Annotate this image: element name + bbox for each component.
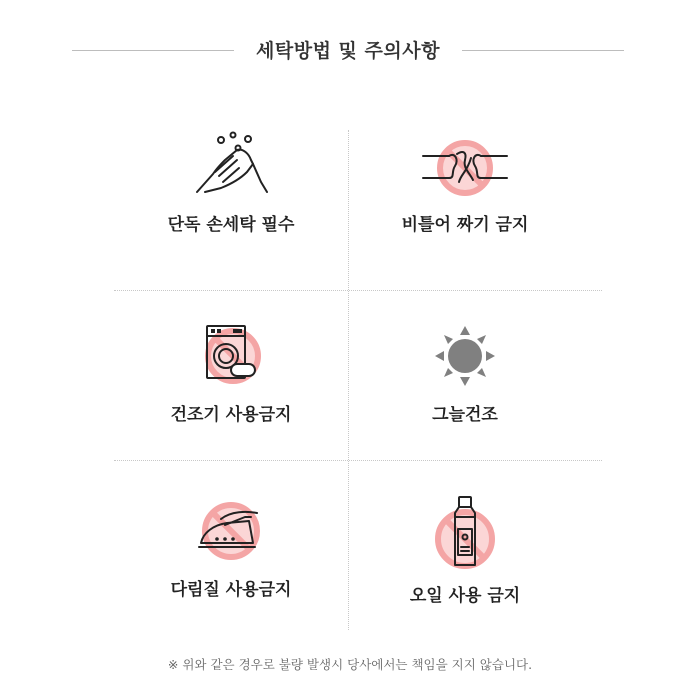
page-title: 세탁방법 및 주의사항 bbox=[256, 40, 440, 62]
header-divider-right bbox=[462, 50, 624, 51]
care-item-no-wring bbox=[348, 130, 582, 235]
shade-dry-icon bbox=[425, 320, 505, 390]
care-item-shade-dry bbox=[348, 320, 582, 425]
hand-wash-icon bbox=[191, 130, 271, 200]
care-item-label: 다림질 사용금지 bbox=[170, 580, 292, 600]
section-header bbox=[72, 36, 624, 66]
care-item-no-oil bbox=[348, 495, 582, 606]
care-item-no-iron bbox=[114, 495, 348, 600]
care-item-label: 단독 손세탁 필수 bbox=[167, 215, 295, 235]
disclaimer-notice: ※ 위와 같은 경우로 불량 발생시 당사에서는 책임을 지지 않습니다. bbox=[167, 657, 533, 672]
no-wring-icon bbox=[417, 130, 513, 200]
grid-divider-horizontal bbox=[114, 290, 602, 291]
no-iron-icon bbox=[191, 495, 271, 565]
care-item-label: 비틀어 짜기 금지 bbox=[401, 215, 529, 235]
no-oil-icon bbox=[425, 495, 505, 571]
care-item-no-tumble-dry bbox=[114, 320, 348, 425]
care-item-hand-wash bbox=[114, 130, 348, 235]
care-instructions-grid bbox=[114, 130, 602, 630]
care-item-label: 오일 사용 금지 bbox=[409, 586, 521, 606]
care-item-label: 그늘건조 bbox=[432, 405, 498, 425]
no-tumble-dry-icon bbox=[191, 320, 271, 390]
grid-divider-horizontal bbox=[114, 460, 602, 461]
care-item-label: 건조기 사용금지 bbox=[170, 405, 292, 425]
